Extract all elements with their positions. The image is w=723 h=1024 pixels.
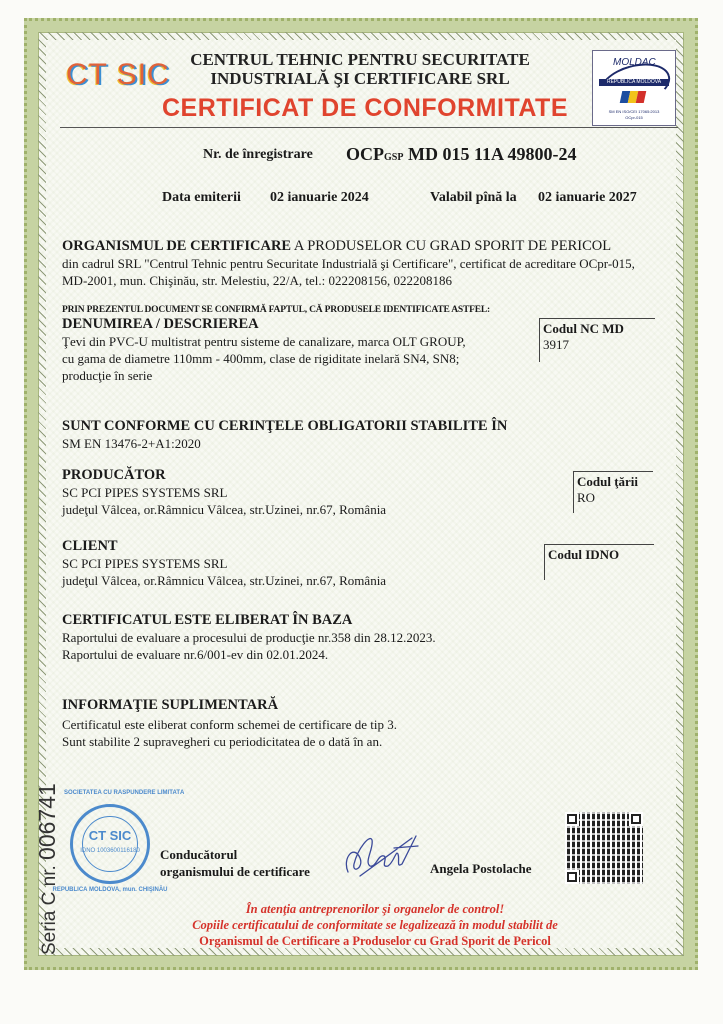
conformity-standard: SM EN 13476-2+A1:2020 <box>62 436 201 451</box>
signatory-role-line1: Conducătorul <box>160 847 238 862</box>
moldac-standard-text: SM EN ISO/CEI 17065:2013 <box>608 109 660 114</box>
producer-section <box>62 467 386 518</box>
issuer-name-line1: CENTRUL TEHNIC PENTRU SECURITATE <box>190 50 530 69</box>
basis-heading: CERTIFICATUL ESTE ELIBERAT ÎN BAZA <box>62 612 353 628</box>
moldac-title: MOLDAC <box>613 57 656 68</box>
conformity-heading: SUNT CONFORME CU CERINŢELE OBLIGATORII STABILITE ÎN <box>62 418 508 434</box>
additional-info-heading: INFORMAŢIE SUPLIMENTARĂ <box>62 697 279 713</box>
producer-name: SC PCI PIPES SYSTEMS SRL <box>62 485 228 500</box>
moldova-flag-icon <box>620 91 647 103</box>
serial-number-value: 006741 <box>34 783 60 860</box>
certification-body-line2: MD-2001, mun. Chişinău, str. Melestiu, 22/A, tel.: 022208156, 022208186 <box>62 273 452 288</box>
issue-date-label: Data emiterii <box>162 190 241 205</box>
official-stamp <box>52 790 185 900</box>
certification-body-section <box>62 238 682 289</box>
signatory-role <box>160 846 310 880</box>
idno-code-label: Codul IDNO <box>548 547 620 562</box>
document-title: CERTIFICAT DE CONFORMITATE <box>161 94 569 122</box>
ctsic-logo: CT SIC <box>66 58 170 91</box>
client-section <box>62 538 386 589</box>
country-code-value: RO <box>577 490 596 505</box>
valid-until-date: 02 ianuarie 2027 <box>538 190 637 205</box>
moldac-accreditation-badge <box>592 50 676 126</box>
producer-address: judeţul Vâlcea, or.Râmnicu Vâlcea, str.Uzinei, nr.67, România <box>62 502 387 517</box>
moldac-code: OCpr-015 <box>625 115 643 120</box>
country-code-label: Codul ţării <box>577 474 639 489</box>
signer-name: Angela Postolache <box>430 861 532 876</box>
client-address: judeţul Vâlcea, or.Râmnicu Vâlcea, str.Uzinei, nr.67, România <box>62 573 387 588</box>
client-heading: CLIENT <box>62 538 118 554</box>
qr-code[interactable] <box>565 812 643 884</box>
stamp-circle <box>70 804 150 884</box>
producer-heading: PRODUCĂTOR <box>62 467 166 483</box>
basis-line-1: Raportului de evaluare a procesului de producţie nr.358 din 28.12.2023. <box>62 630 436 645</box>
issuer-name <box>150 50 570 88</box>
certification-body-heading <box>62 238 682 255</box>
additional-info-line-1: Certificatul este eliberat conform schemei de certificare de tip 3. <box>62 717 397 732</box>
country-code-box <box>573 471 653 513</box>
stamp-ring-text: SOCIETATEA CU RĂSPUNDERE LIMITATĂ <box>64 790 185 796</box>
handwritten-signature <box>340 828 420 880</box>
registration-label: Nr. de înregistrare <box>203 147 313 162</box>
qr-finder-top-left <box>565 812 579 826</box>
nc-md-code-value: 3917 <box>543 337 569 352</box>
notice-line-2: Copiile certificatului de conformitate se legalizează în modul stabilit de <box>192 918 558 932</box>
notice-line-1: În atenţia antreprenorilor şi organelor de control! <box>245 902 505 916</box>
stamp-center-logo: CT SIC <box>88 828 132 843</box>
moldac-country: REPUBLICA MOLDOVA <box>599 79 669 86</box>
product-heading: DENUMIREA / DESCRIEREA <box>62 316 259 332</box>
qr-finder-top-right <box>629 812 643 826</box>
certification-body-heading-bold: ORGANISMUL DE CERTIFICARE <box>62 238 292 254</box>
registration-number-value: MD 015 11A 49800-24 <box>407 144 577 164</box>
title-divider <box>60 127 678 128</box>
certification-body-heading-rest: A PRODUSELOR CU GRAD SPORIT DE PERICOL <box>291 238 612 254</box>
idno-code-box <box>544 544 654 580</box>
conformity-section <box>62 418 507 452</box>
additional-info-section <box>62 697 397 750</box>
registration-sub: GSP <box>384 152 404 163</box>
serial-number <box>34 783 61 955</box>
nc-md-code-label: Codul NC MD <box>543 321 624 336</box>
basis-line-2: Raportului de evaluare nr.6/001-ev din 02.01.2024. <box>62 647 329 662</box>
product-line-3: producţie în serie <box>62 368 153 383</box>
certification-body-line1: din cadrul SRL "Centrul Tehnic pentru Securitate Industrială şi Certificare", certificat de acreditare OCpr-015, <box>62 256 635 271</box>
stamp-idno: IDNO 1003600116180 <box>80 848 140 854</box>
product-intro: PRIN PREZENTUL DOCUMENT SE CONFIRMĂ FAPTUL, CĂ PRODUSELE IDENTIFICATE ASTFEL: <box>62 305 490 315</box>
serial-series-label: Seria C nr. <box>39 865 60 955</box>
stamp-bottom-text: REPUBLICA MOLDOVA, mun. CHIŞINĂU <box>52 887 168 893</box>
issuer-name-line2: INDUSTRIALĂ ŞI CERTIFICARE SRL <box>210 69 510 88</box>
valid-until-label: Valabil pînă la <box>430 190 517 205</box>
signatory-role-line2: organismului de certificare <box>160 864 310 879</box>
basis-section <box>62 612 436 663</box>
moldac-standard <box>593 109 675 121</box>
product-line-1: Ţevi din PVC-U multistrat pentru sisteme de canalizare, marca OLT GROUP, <box>62 334 466 349</box>
nc-md-code-box <box>539 318 655 362</box>
product-section <box>62 316 522 384</box>
qr-finder-bottom-left <box>565 870 579 884</box>
registration-number <box>346 144 576 165</box>
registration-prefix: OCP <box>346 144 384 164</box>
notice-line-3: Organismul de Certificare a Produselor cu Grad Sporit de Pericol <box>199 934 551 948</box>
product-line-2: cu gama de diametre 110mm - 400mm, clase de rigiditate inelară SN4, SN8; <box>62 351 460 366</box>
issue-date: 02 ianuarie 2024 <box>270 190 369 205</box>
additional-info-line-2: Sunt stabilite 2 supravegheri cu periodicitatea de o dată în an. <box>62 734 383 749</box>
client-name: SC PCI PIPES SYSTEMS SRL <box>62 556 228 571</box>
